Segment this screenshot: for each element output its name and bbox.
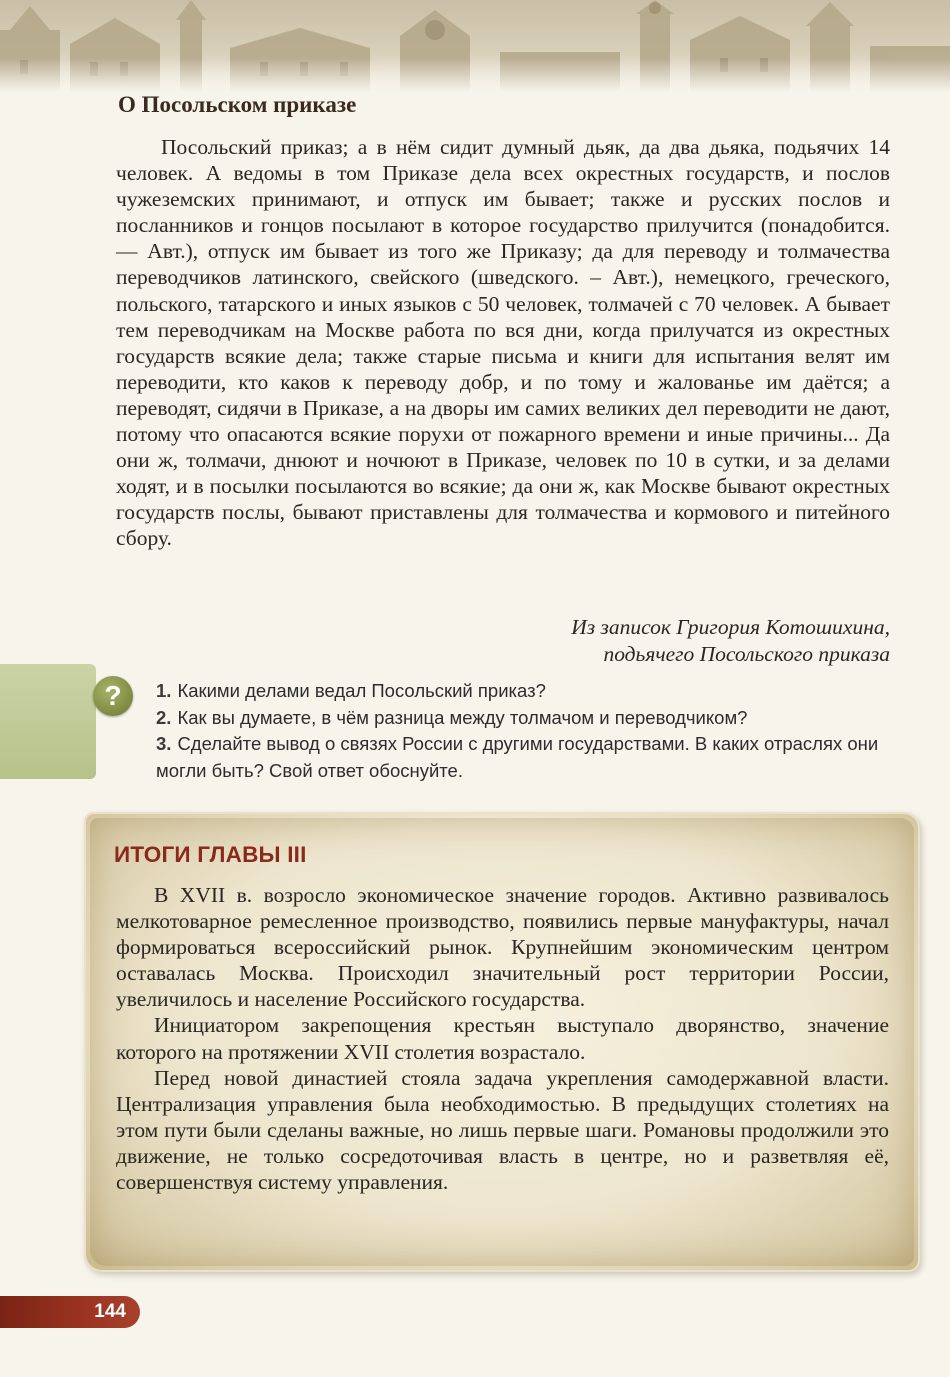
question-text: Сделайте вывод о связях России с другими государствами. В каких отраслях они могли быть? Свой ответ обоснуйте.	[156, 733, 879, 781]
chapter-summary-text	[116, 882, 889, 1195]
question-mark-icon: ?	[93, 676, 133, 716]
question-item	[156, 731, 896, 784]
question-number: 3.	[156, 733, 172, 754]
question-number: 1.	[156, 680, 172, 701]
questions-list	[156, 678, 896, 784]
section-title: О Посольском приказе	[118, 92, 357, 117]
source-attribution	[571, 614, 890, 668]
historical-source-text	[116, 134, 890, 552]
source-paragraph: Посольский приказ; а в нём сидит думный дьяк, да два дьяка, подьячих 14 человек. А ведомы в том Приказе дела всех окрестных государств, и послов чужеземских принимают, и отпуск им бывает; также и русских послов и посланников и гонцов посылают в которое государство прилучится (понадобится. — Авт.), отпуск им бывает из того же Приказу; да для переводу и толмачества переводчиков латинского, свейского (шведского. – Авт.), немецкого, греческого, польского, татарского и иных языков с 50 человек, толмачей с 70 человек. А бывает тем переводчикам на Москве работа по вся дни, когда прилучатся из окрестных государств всякие дела; также старые письма и книги для испытания велят им переводити, кто каков к переводу добр, и по тому и жалованье им даётся; а переводят, сидячи в Приказе, а на дворы им самих великих дел переводити не дают, потому что опасаются всякие порухи от пожарного времени и иные причины... Да они ж, толмачи, днюют и ночюют в Приказе, человек по 10 в сутки, и за делами ходят, и в посылки посылаются во всякие; да они ж, как Москве бывают окрестных государств послы, бывают приставлены для толмачества и кормового и питейного сбору.	[116, 135, 890, 551]
chapter-summary-title: ИТОГИ ГЛАВЫ III	[114, 842, 307, 867]
question-number: 2.	[156, 706, 172, 728]
question-item	[156, 705, 896, 732]
summary-paragraph: Перед новой династией стояла задача укрепления самодержавной власти. Централизация управления была необходимостью. В предыдущих столетиях на этом пути были сделаны важные, но лишь первые шаги. Романовы продолжили это движение, не только сосредоточивая власть в центре, но и разветвляя её, совершенствуя систему управления.	[116, 1065, 889, 1195]
summary-paragraph: В XVII в. возросло экономическое значение городов. Активно развивалось мелкотоварное ремесленное производство, появились первые мануфактуры, начал формироваться всероссийский рынок. Крупнейшим экономическим центром оставалась Москва. Происходил значительный рост территории России, увеличилось и население Российского государства.	[116, 883, 889, 1012]
question-item	[156, 678, 896, 705]
question-text: Как вы думаете, в чём разница между толмачом и переводчиком?	[177, 706, 748, 728]
summary-paragraph: Инициатором закрепощения крестьян выступало дворянство, значение которого на протяжении XVII столетия возрастало.	[116, 1013, 889, 1064]
attribution-line-1: Из записок Григория Котошихина,	[571, 615, 890, 639]
attribution-line-2: подьячего Посольского приказа	[603, 642, 890, 666]
page-number: 144	[94, 1301, 126, 1322]
header-banner-illustration	[0, 0, 950, 92]
question-text: Какими делами ведал Посольский приказ?	[177, 680, 546, 701]
questions-side-tab	[0, 664, 96, 779]
